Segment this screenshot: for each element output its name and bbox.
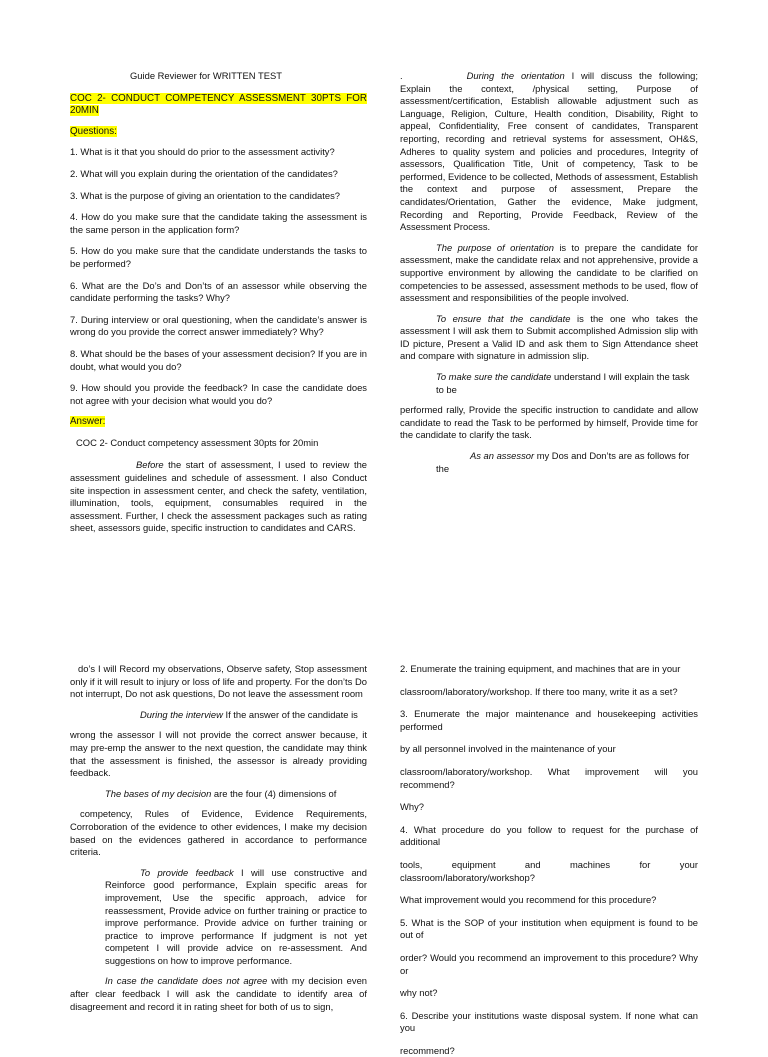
list-line: why not? <box>400 987 438 999</box>
dos-paragraph: do’s I will Record my observations, Observe safety, Stop assessment only if it will result to injury or loss of life and property. For the don’ts Do not interrupt, Do not ask questions, Do not leave the assessment room <box>70 663 367 700</box>
understand-paragraph: To make sure the candidate understand I will explain the task to be <box>436 371 690 395</box>
list-line: 4. What procedure do you follow to request for the purchase of additional <box>400 823 698 848</box>
assessor-paragraph: As an assessor my Dos and Don’ts are as follows for the <box>436 450 690 474</box>
list-line: order? Would you recommend an improvement to this procedure? Why or <box>400 951 698 976</box>
questions-list <box>70 146 367 407</box>
question-item: 8. What should be the bases of your assessment decision? If you are in doubt, what would you do? <box>70 347 367 372</box>
document-title: Guide Reviewer for WRITTEN TEST <box>130 70 282 81</box>
bottom-right-column <box>400 663 698 1057</box>
list-line: Why? <box>400 801 424 813</box>
disagree-paragraph: In case the candidate does not agree with my decision even after clear feedback I will ask the candidate to identify area of disagreement and record it in rating sheet for both of us to sign, <box>70 975 367 1012</box>
bases-continuation: competency, Rules of Evidence, Evidence Requirements, Corroboration of the evidence to other evidences, I make my decision based on the evidences gathered in accordance to performance criteria. <box>70 808 367 858</box>
question-item: 4. How do you make sure that the candidate taking the assessment is the same person in the application form? <box>70 211 367 235</box>
before-paragraph: Before the start of assessment, I used to review the assessment guidelines and schedule of assessment. I also Conduct site inspection in assessment center, and check the safety, ventilation, illumination, tools, equipment, consumables required in the assessment. Further, I check the assessment packages such as rating sheet, assessors guide, specific instruction to candidates and CARS. <box>70 459 367 534</box>
orientation-paragraph: . During the orientation I will discuss the following; Explain the context, /physical setting, Purpose of assessment/certification, Establish allowable adjustment such as Language, Religion, Culture, Health condition, Disability, Right to appeal, Confidentiality, Free consent of candidates, Transparent reporting, recording and retrieval systems for assessment, OH&S, Adheres to quality system and policies and procedures, Integrity of assessors, Qualification Title, Unit of competency, Task to be performed, Evidence to be collected, Methods of assessment, Establish the context and purpose of assessment, Prepare the candidates/Orientation, Gather the evidence, Make judgment, Recording and Reporting, Provide Feedback, Review of the Assessment Process. <box>400 70 699 233</box>
questions-label: Questions: <box>70 125 117 137</box>
purpose-paragraph: The purpose of orientation is to prepare the candidate for assessment, make the candidate relax and not apprehensive, provide a supportive environment by allowing the candidate to be clarified on competencies to be assessed, assessment methods to be used, flow of assessment and responsibilities of the people involved. <box>400 241 698 304</box>
question-item: 9. How should you provide the feedback? In case the candidate does not agree with your decision what would you do? <box>70 382 367 406</box>
answer-label: Answer: <box>70 416 106 428</box>
list-line: by all personnel involved in the maintenance of your <box>400 743 616 755</box>
list-line: recommend? <box>400 1044 455 1056</box>
question-item: 3. What is the purpose of giving an orientation to the candidates? <box>70 189 340 201</box>
ensure-paragraph: To ensure that the candidate is the one who takes the assessment I will ask them to Submit accomplished Admission slip with ID picture, Present a Valid ID and ask them to Sign Attendance sheet and compare with signature in admission slip. <box>400 312 698 362</box>
list-line: 6. Describe your institutions waste disposal system. If none what can you <box>400 1009 698 1034</box>
question-item: 6. What are the Do’s and Don’ts of an assessor while observing the candidate performing the tasks? Why? <box>70 279 367 304</box>
list-line: classroom/laboratory/workshop. If there too many, write it as a set? <box>400 685 678 697</box>
answer-heading: COC 2- Conduct competency assessment 30pts for 20min <box>76 436 319 448</box>
question-item: 7. During interview or oral questioning, when the candidate’s answer is wrong do you provide the correct answer immediately? Why? <box>70 313 367 338</box>
coc-heading: COC 2- CONDUCT COMPETENCY ASSESSMENT 30PTS FOR 20MIN <box>70 92 367 117</box>
top-right-column <box>400 70 698 483</box>
list-line: 3. Enumerate the major maintenance and housekeeping activities performed <box>400 708 698 732</box>
top-left-column <box>70 70 367 543</box>
list-line: 2. Enumerate the training equipment, and machines that are in your <box>400 663 681 674</box>
interview-paragraph: During the interview If the answer of the candidate is <box>140 708 358 720</box>
question-item: 2. What will you explain during the orientation of the candidates? <box>70 167 338 179</box>
bases-paragraph: The bases of my decision are the four (4) dimensions of <box>105 787 337 799</box>
list-line: tools, equipment and machines for your classroom/laboratory/workshop? <box>400 858 698 883</box>
feedback-paragraph: To provide feedback I will use constructive and Reinforce good performance, Explain specific areas for improvement, Use the specific approach, advice for reassessment, Provide advice on further training or practice to improve performance. Provide advice on further training or practice to improve performance If judgment is not yet competent I will provide advice on re-assessment. And suggestions on how to improve performance. <box>105 866 367 966</box>
understand-continuation: performed rally, Provide the specific instruction to candidate and allow candidate to read the Task to be performed by himself, Provide time for the candidate to clarify the task. <box>400 404 698 441</box>
question-item: 5. How do you make sure that the candidate understands the tasks to be performed? <box>70 245 367 269</box>
list-line: 5. What is the SOP of your institution when equipment is found to be out of <box>400 916 698 941</box>
list-line: What improvement would you recommend for this procedure? <box>400 894 657 906</box>
interview-continuation: wrong the assessor I will not provide the correct answer because, it may pre-emp the answer to the next question, the candidate may think that the assessment is finished, the assessor is already providing feedback. <box>70 729 367 779</box>
bottom-left-column <box>70 663 367 1021</box>
question-item: 1. What is it that you should do prior to the assessment activity? <box>70 146 335 158</box>
list-line: classroom/laboratory/workshop. What improvement will you recommend? <box>400 765 698 790</box>
